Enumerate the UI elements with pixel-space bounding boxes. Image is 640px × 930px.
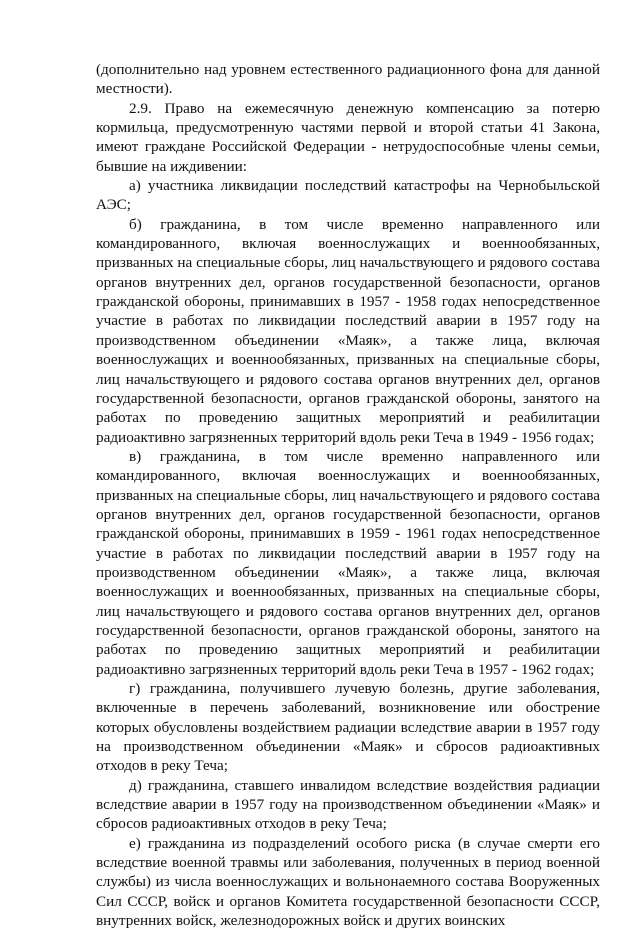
paragraph-item-a: а) участника ликвидации последствий катастрофы на Чернобыльской АЭС;: [96, 177, 600, 214]
paragraph-item-e: е) гражданина из подразделений особого риска (в случае смерти его вследствие военной травмы или заболевания, полученных в период военной службы) из числа военнослужащих и вольнонаемного состава Вооруженных Сил СССР, войск и органов Комитета государственной безопасности СССР, внутренних войск, железнодорожных войск и других воинских: [96, 834, 600, 930]
document-page: [96, 60, 600, 930]
paragraph-item-g: г) гражданина, получившего лучевую болезнь, другие заболевания, включенные в перечень заболеваний, возникновение или обострение которых обусловлены воздействием радиации вследствие аварии в 1957 году на производственном объединении «Маяк» и сбросов радиоактивных отходов в реку Теча;: [96, 680, 600, 775]
paragraph-item-v: в) гражданина, в том числе временно направленного или командированного, включая военнослужащих и военнообязанных, призванных на специальные сборы, лиц начальствующего и рядового состава органов внутренних дел, органов государственной безопасности, органов гражданской обороны, принимавших в 1959 - 1961 годах непосредственное участие в работах по ликвидации последствий аварии в 1957 году на производственном объединении «Маяк», а также лица, включая военнослужащих и военнообязанных, призванных на специальные сборы, лиц начальствующего и рядового состава органов внутренних дел, органов государственной безопасности, органов гражданской обороны, занятого на работах по проведению защитных мероприятий и реабилитации радиоактивно загрязненных территорий вдоль реки Теча в 1957 - 1962 годах;: [96, 447, 600, 678]
paragraph-item-b: б) гражданина, в том числе временно направленного или командированного, включая военнослужащих и военнообязанных, призванных на специальные сборы, лиц начальствующего и рядового состава органов внутренних дел, органов государственной безопасности, органов гражданской обороны, принимавших в 1957 - 1958 годах непосредственное участие в работах по ликвидации последствий аварии в 1957 году на производственном объединении «Маяк», а также лица, включая военнослужащих и военнообязанных, призванных на специальные сборы, лиц начальствующего и рядового состава органов внутренних дел, органов государственной безопасности, органов гражданской обороны, занятого на работах по проведению защитных мероприятий и реабилитации радиоактивно загрязненных территорий вдоль реки Теча в 1949 - 1956 годах;: [96, 215, 600, 446]
paragraph-2-9: 2.9. Право на ежемесячную денежную компенсацию за потерю кормильца, предусмотренную частями первой и второй статьи 41 Закона, имеют граждане Российской Федерации - нетрудоспособные члены семьи, бывшие на иждивении:: [96, 99, 600, 175]
paragraph-continuation: (дополнительно над уровнем естественного радиационного фона для данной местности).: [96, 61, 600, 98]
paragraph-item-d: д) гражданина, ставшего инвалидом вследствие воздействия радиации вследствие аварии в 1957 году на производственном объединении «Маяк» и сбросов радиоактивных отходов в реку Теча;: [96, 776, 600, 833]
